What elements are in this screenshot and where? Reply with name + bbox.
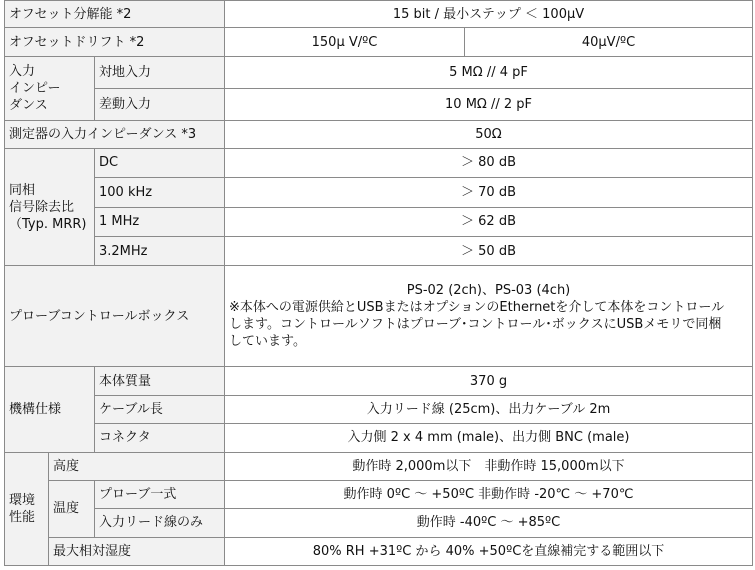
row-mech-weight [5, 367, 753, 395]
label-environment [5, 452, 49, 566]
value-altitude: 動作時 2,000m以下 非動作時 15,000m以下 [225, 452, 753, 480]
probe-box-note-line: します。コントロールソフトはプローブ･コントロール･ボックスにUSBメモリで同梱 [229, 317, 722, 333]
label-cmrr [5, 148, 95, 265]
label-offset-resolution: オフセット分解能 *2 [5, 1, 225, 28]
label-line: （Typ. MRR) [9, 216, 87, 232]
row-env-temp-leads [5, 509, 753, 537]
label-cmrr-item: 100 kHz [95, 178, 225, 207]
row-cmrr-100khz [5, 178, 753, 207]
label-line: 同相 [9, 182, 36, 198]
value-temp-input-leads: 動作時 -40ºC ～ +85ºC [225, 509, 753, 537]
label-cmrr-item: DC [95, 148, 225, 177]
row-env-temp-probe [5, 480, 753, 508]
label-line: 性能 [9, 509, 36, 525]
value-meas-impedance: 50Ω [225, 121, 753, 148]
row-offset-drift [5, 28, 753, 56]
row-impedance-ground [5, 56, 753, 88]
row-cmrr-dc [5, 148, 753, 177]
label-temp-probe-set: プローブ一式 [95, 480, 225, 508]
label-mechanical: 機構仕様 [5, 367, 95, 452]
label-ground-input: 対地入力 [95, 56, 225, 88]
label-temperature: 温度 [49, 480, 95, 537]
value-humidity: 80% RH +31ºC から 40% +50ºCを直線補完する範囲以下 [225, 537, 753, 565]
probe-box-models: PS-02 (2ch)、PS-03 (4ch) [406, 283, 571, 299]
label-offset-drift: オフセットドリフト *2 [5, 28, 225, 56]
label-line: 信号除去比 [9, 199, 75, 215]
row-offset-resolution [5, 1, 753, 28]
probe-box-note-line: しています。 [229, 334, 306, 350]
label-cmrr-item: 1 MHz [95, 207, 225, 236]
value-offset-drift-b: 40µV/ºC [465, 28, 753, 56]
value-cmrr-item: ＞ 62 dB [225, 207, 753, 236]
label-mech-item: 本体質量 [95, 367, 225, 395]
value-temp-probe-set: 動作時 0ºC ～ +50ºC 非動作時 -20℃ ～ +70℃ [225, 480, 753, 508]
spec-table [4, 0, 753, 566]
value-mech-item: 370 g [225, 367, 753, 395]
row-mech-connector [5, 424, 753, 452]
value-cmrr-item: ＞ 70 dB [225, 178, 753, 207]
row-probe-control-box [5, 266, 753, 367]
row-cmrr-3-2mhz [5, 236, 753, 265]
value-mech-item: 入力リード線 (25cm)、出力ケーブル 2m [225, 395, 753, 423]
label-humidity: 最大相対湿度 [49, 537, 225, 565]
row-cmrr-1mhz [5, 207, 753, 236]
label-line: 環境 [9, 492, 36, 508]
label-altitude: 高度 [49, 452, 225, 480]
label-mech-item: コネクタ [95, 424, 225, 452]
value-diff-input: 10 MΩ // 2 pF [225, 89, 753, 121]
value-offset-resolution: 15 bit / 最小ステップ ＜ 100µV [225, 1, 753, 28]
value-ground-input: 5 MΩ // 4 pF [225, 56, 753, 88]
row-meas-impedance [5, 121, 753, 148]
label-line: ダンス [9, 98, 48, 114]
label-line: インピー [9, 81, 61, 97]
label-line: 入力 [9, 64, 36, 80]
label-temp-input-leads: 入力リード線のみ [95, 509, 225, 537]
row-mech-cable [5, 395, 753, 423]
label-probe-control-box: プローブコントロールボックス [5, 266, 225, 367]
label-cmrr-item: 3.2MHz [95, 236, 225, 265]
value-cmrr-item: ＞ 50 dB [225, 236, 753, 265]
label-diff-input: 差動入力 [95, 89, 225, 121]
value-probe-control-box [225, 266, 753, 367]
row-env-humidity [5, 537, 753, 565]
value-cmrr-item: ＞ 80 dB [225, 148, 753, 177]
row-impedance-diff [5, 89, 753, 121]
value-offset-drift-a: 150µ V/ºC [225, 28, 465, 56]
label-meas-impedance: 測定器の入力インピーダンス *3 [5, 121, 225, 148]
label-input-impedance [5, 56, 95, 121]
value-mech-item: 入力側 2 x 4 mm (male)、出力側 BNC (male) [225, 424, 753, 452]
probe-box-note-line: ※本体への電源供給とUSBまたはオプションのEthernetを介して本体をコントロール [229, 300, 725, 316]
row-env-altitude [5, 452, 753, 480]
label-mech-item: ケーブル長 [95, 395, 225, 423]
